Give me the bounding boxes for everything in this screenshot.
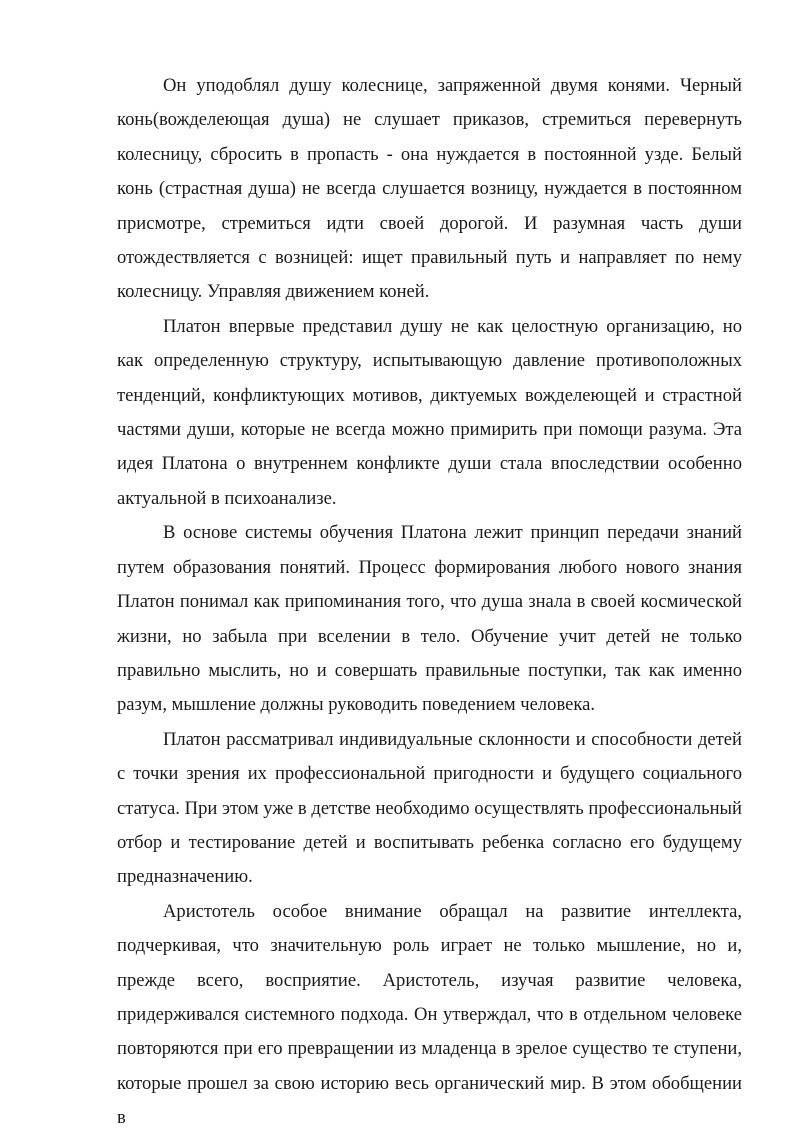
paragraph-aristotle: Аристотель особое внимание обращал на развитие интеллекта, подчеркивая, что значительную роль играет не только мышление, но и, прежде всего, восприятие. Аристотель, изучая развитие человека, придерживался системного подхода. Он утверждал, что в отдельном человеке повторяются при его превращении из младенца в зрелое существо те ступени, которые прошел за свою историю весь органический мир. В этом обобщении в [117, 900, 742, 1129]
paragraph-abilities: Платон рассматривал индивидуальные склонности и способности детей с точки зрения их профессиональной пригодности и будущего социального статуса. При этом уже в детстве необходимо осуществлять профессиональный отбор и тестирование детей и воспитывать ребенка согласно его будущему предназначению. [117, 728, 742, 888]
paragraph-learning-system: В основе системы обучения Платона лежит принцип передачи знаний путем образования понятий. Процесс формирования любого нового знания Платон понимал как припоминания того, что душа знала в своей космической жизни, но забыла при вселении в тело. Обучение учит детей не только правильно мыслить, но и совершать правильные поступки, так как именно разум, мышление должны руководить поведением человека. [117, 522, 742, 716]
document-page [117, 69, 742, 1136]
paragraph-soul-structure: Платон впервые представил душу не как целостную организацию, но как определенную структуру, испытывающую давление противоположных тенденций, конфликтующих мотивов, диктуемых вожделеющей и страстной частями души, которые не всегда можно примирить при помощи разума. Эта идея Платона о внутреннем конфликте души стала впоследствии особенно актуальной в психоанализе. [117, 315, 742, 509]
paragraph-chariot-metaphor: Он уподоблял душу колеснице, запряженной двумя конями. Черный конь(вожделеющая душа) не слушает приказов, стремиться перевернуть колесницу, сбросить в пропасть - она нуждается в постоянной узде. Белый конь (страстная душа) не всегда слушается возницу, нуждается в постоянном присмотре, стремиться идти своей дорогой. И разумная часть души отождествляется с возницей: ищет правильный путь и направляет по нему колесницу. Управляя движением коней. [117, 75, 742, 303]
